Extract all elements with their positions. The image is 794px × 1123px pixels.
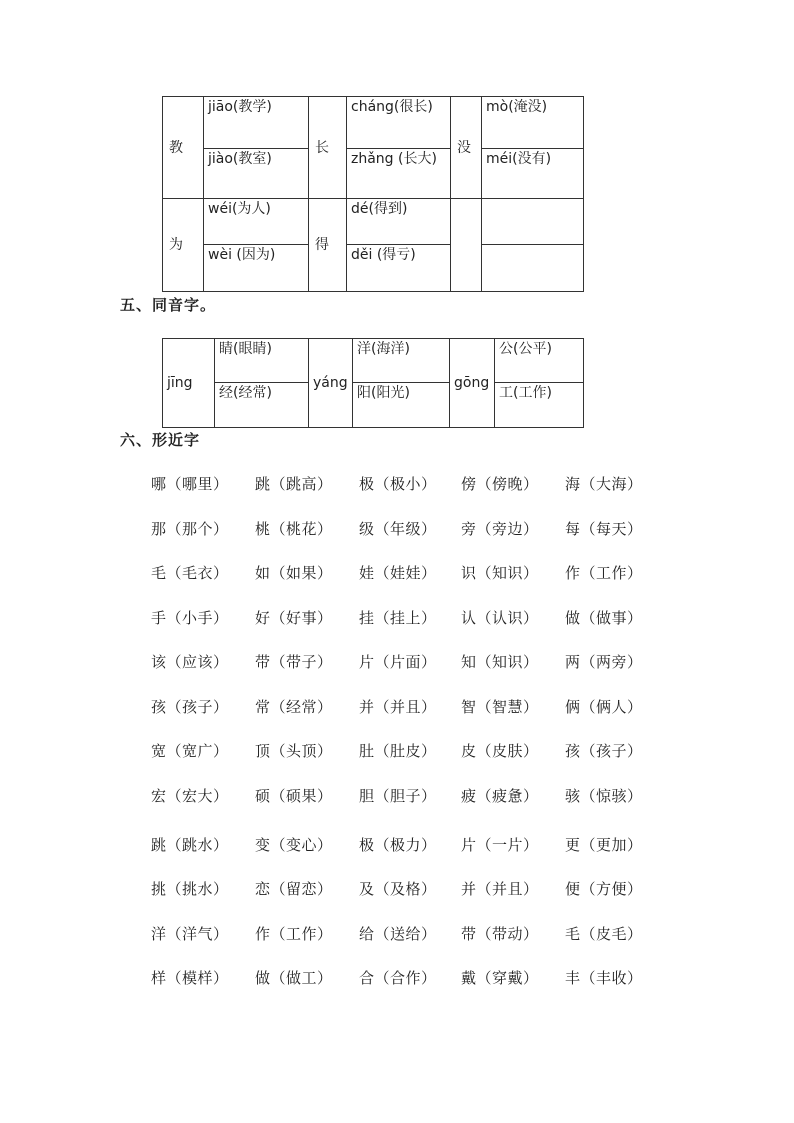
word-entry: 做（做事）	[565, 609, 643, 627]
word-entry: 挂（挂上）	[359, 609, 437, 627]
word-entry: 便（方便）	[565, 880, 643, 898]
pinyin-cell: mò(淹没)	[482, 97, 584, 149]
word-entry: 海（大海）	[565, 475, 643, 493]
word-entry: 及（及格）	[359, 880, 437, 898]
word-entry: 娃（娃娃）	[359, 564, 437, 582]
word-entry: 级（年级）	[359, 520, 437, 538]
word-entry: 极（极小）	[359, 475, 437, 493]
word-entry: 毛（毛衣）	[151, 564, 229, 582]
pinyin-cell: méi(没有)	[482, 149, 584, 199]
word-entry: 洋（洋气）	[151, 925, 229, 943]
polyphone-table	[162, 96, 584, 292]
word-entry: 戴（穿戴）	[461, 969, 539, 987]
word-entry: 智（智慧）	[461, 698, 539, 716]
word-entry: 那（那个）	[151, 520, 229, 538]
pinyin-cell: zhǎng (长大)	[347, 149, 451, 199]
word-entry: 作（工作）	[255, 925, 333, 943]
pinyin-cell: jiāo(教学)	[204, 97, 309, 149]
word-entry: 如（如果）	[255, 564, 333, 582]
word-entry: 变（变心）	[255, 836, 333, 854]
pinyin-cell: jiào(教室)	[204, 149, 309, 199]
word-entry: 哪（哪里）	[151, 475, 229, 493]
character-cell: 没	[451, 97, 482, 199]
word-entry: 知（知识）	[461, 653, 539, 671]
word-entry: 手（小手）	[151, 609, 229, 627]
word-entry: 给（送给）	[359, 925, 437, 943]
character-cell: 教	[163, 97, 204, 199]
word-entry: 硕（硕果）	[255, 787, 333, 805]
word-entry: 丰（丰收）	[565, 969, 643, 987]
word-entry: 疲（疲惫）	[461, 787, 539, 805]
word-entry: 肚（肚皮）	[359, 742, 437, 760]
word-entry: 两（两旁）	[565, 653, 643, 671]
word-entry: 识（知识）	[461, 564, 539, 582]
word-entry: 恋（留恋）	[255, 880, 333, 898]
word-entry: 顶（头顶）	[255, 742, 333, 760]
character-cell	[451, 199, 482, 292]
word-entry: 合（合作）	[359, 969, 437, 987]
word-entry: 傍（傍晚）	[461, 475, 539, 493]
word-entry: 跳（跳高）	[255, 475, 333, 493]
word-entry: 片（片面）	[359, 653, 437, 671]
word-entry: 骇（惊骇）	[565, 787, 643, 805]
word-entry: 样（模样）	[151, 969, 229, 987]
word-cell: 经(经常)	[215, 383, 309, 428]
pinyin-cell: wéi(为人)	[204, 199, 309, 245]
word-entry: 跳（跳水）	[151, 836, 229, 854]
word-entry: 挑（挑水）	[151, 880, 229, 898]
word-entry: 俩（俩人）	[565, 698, 643, 716]
word-entry: 带（带子）	[255, 653, 333, 671]
word-entry: 做（做工）	[255, 969, 333, 987]
word-cell: 洋(海洋)	[353, 339, 450, 383]
word-entry: 宽（宽广）	[151, 742, 229, 760]
pinyin-cell: gōng	[450, 339, 495, 428]
word-entry: 片（一片）	[461, 836, 539, 854]
pinyin-cell: jīng	[163, 339, 215, 428]
word-entry: 皮（皮肤）	[461, 742, 539, 760]
word-entry: 常（经常）	[255, 698, 333, 716]
section-heading-similar-characters: 六、形近字	[120, 431, 201, 449]
word-cell: 公(公平)	[495, 339, 584, 383]
word-entry: 旁（旁边）	[461, 520, 539, 538]
word-entry: 作（工作）	[565, 564, 643, 582]
word-entry: 认（认识）	[461, 609, 539, 627]
pinyin-cell	[482, 199, 584, 245]
pinyin-cell: děi (得亏)	[347, 245, 451, 292]
word-entry: 更（更加）	[565, 836, 643, 854]
word-entry: 孩（孩子）	[565, 742, 643, 760]
word-entry: 并（并且）	[461, 880, 539, 898]
character-cell: 得	[309, 199, 347, 292]
word-entry: 该（应该）	[151, 653, 229, 671]
word-entry: 极（极力）	[359, 836, 437, 854]
pinyin-cell: yáng	[309, 339, 353, 428]
word-cell: 工(工作)	[495, 383, 584, 428]
word-entry: 胆（胆子）	[359, 787, 437, 805]
pinyin-cell	[482, 245, 584, 292]
character-cell: 为	[163, 199, 204, 292]
word-entry: 毛（皮毛）	[565, 925, 643, 943]
word-entry: 每（每天）	[565, 520, 643, 538]
word-entry: 孩（孩子）	[151, 698, 229, 716]
word-entry: 宏（宏大）	[151, 787, 229, 805]
character-cell: 长	[309, 97, 347, 199]
word-entry: 好（好事）	[255, 609, 333, 627]
pinyin-cell: wèi (因为)	[204, 245, 309, 292]
word-entry: 桃（桃花）	[255, 520, 333, 538]
word-entry: 并（并且）	[359, 698, 437, 716]
homophone-table	[162, 338, 584, 428]
pinyin-cell: dé(得到)	[347, 199, 451, 245]
word-cell: 睛(眼睛)	[215, 339, 309, 383]
section-heading-homophones: 五、同音字。	[120, 296, 217, 314]
word-entry: 带（带动）	[461, 925, 539, 943]
pinyin-cell: cháng(很长)	[347, 97, 451, 149]
word-cell: 阳(阳光)	[353, 383, 450, 428]
